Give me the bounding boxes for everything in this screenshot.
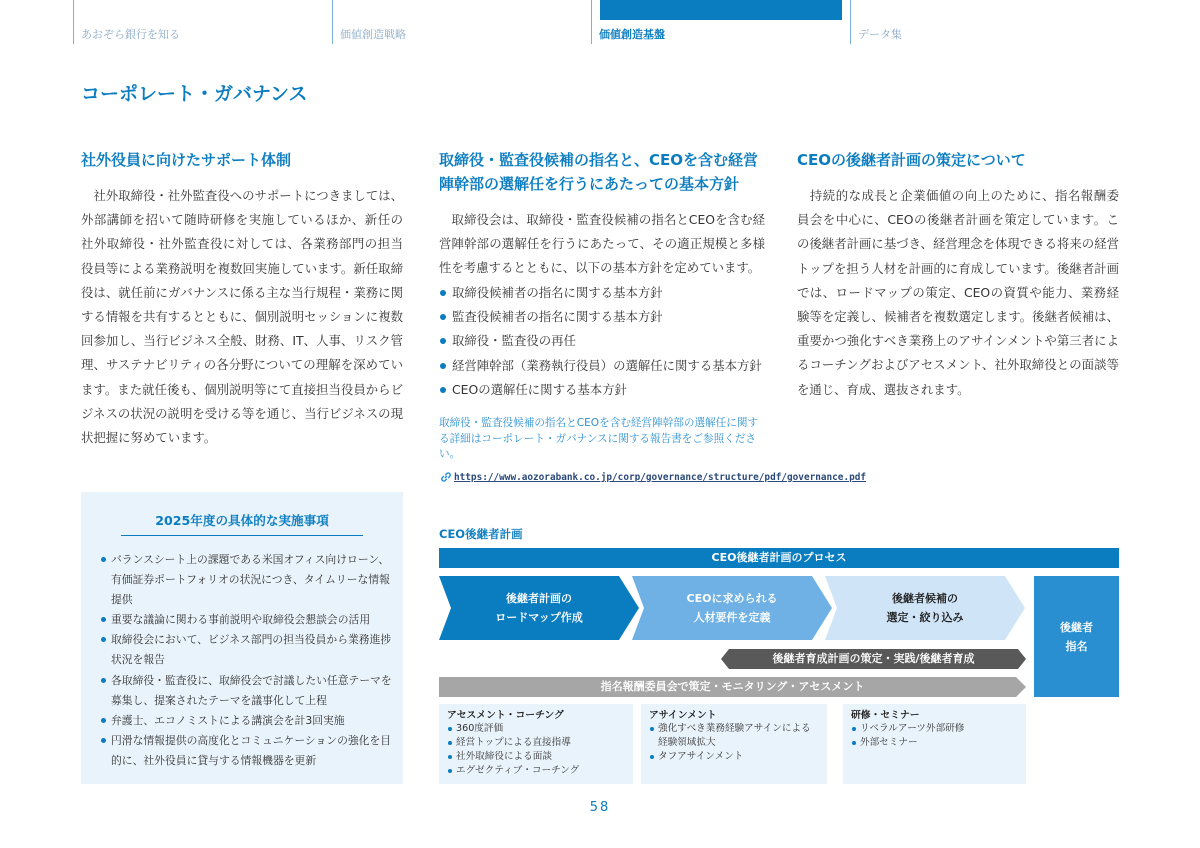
governance-report-link[interactable]: https://www.aozorabank.co.jp/corp/governance/structure/pdf/governance.pdf: [454, 472, 867, 483]
list-item: エグゼクティブ・コーチング: [447, 764, 625, 778]
list-item: CEOの選解任に関する基本方針: [439, 378, 765, 402]
divider: [121, 535, 363, 536]
step-selection: [825, 576, 1025, 640]
tab-about-label: あおぞら銀行を知る: [81, 28, 180, 41]
list-item: 取締役・監査役の再任: [439, 329, 765, 353]
list-item: 円滑な情報提供の高度化とコミュニケーションの強化を目的に、社外役員に貸与する情報機器を更新: [99, 731, 395, 771]
development-arrow: [721, 649, 1026, 669]
step-label: CEOに求められる 人材要件を定義: [686, 592, 778, 624]
list-item: バランスシート上の課題である米国オフィス向けローン、有価証券ポートフォリオの状況につき、タイムリーな情報提供: [99, 550, 395, 610]
arrow-label: 指名報酬委員会で策定・モニタリング・アセスメント: [600, 680, 865, 693]
list-item: 社外取締役による面談: [447, 750, 625, 764]
support-heading: 社外役員に向けたサポート体制: [81, 151, 292, 169]
list-item: 監査役候補者の指名に関する基本方針: [439, 305, 765, 329]
initiatives-title: 2025年度の具体的な実施事項: [155, 513, 329, 528]
list-item: 経営陣幹部（業務執行役員）の選解任に関する基本方針: [439, 354, 765, 378]
list-item: タフアサインメント: [649, 750, 819, 764]
list-item: 強化すべき業務経験アサインによる: [649, 722, 819, 736]
list-item: 経験領域拡大: [658, 737, 716, 748]
subbox-title: アセスメント・コーチング: [447, 710, 564, 721]
tab-foundation[interactable]: [591, 0, 849, 44]
tab-data-label: データ集: [858, 28, 902, 41]
policy-list: [439, 281, 765, 402]
subbox-list: [851, 722, 1018, 750]
initiatives-list: [99, 550, 395, 771]
active-tab-indicator: [600, 0, 842, 20]
subbox-list: [649, 722, 819, 764]
page-number: 58: [589, 800, 611, 815]
list-item: 取締役会において、ビジネス部門の担当役員から業務進捗状況を報告: [99, 630, 395, 670]
list-item: 弁護士、エコノミストによる講演会を計3回実施: [99, 711, 395, 731]
list-item: 経営トップによる直接指導: [447, 736, 625, 750]
succession-heading: CEOの後継者計画の策定について: [797, 151, 1026, 169]
support-body: 社外取締役・社外監査役へのサポートにつきましては、外部講師を招いて随時研修を実施しているほか、新任の社外取締役・社外監査役に対しては、各業務部門の担当役員等による業務説明を複数回実施しています。新任取締役は、就任前にガバナンスに係る主な当行規程・業務に関する情報を共有するとともに、個別説明セッションに複数回参加し、当行ビジネス全般、財務、IT、人事、リスク管理、サステナビリティの各分野についての理解を深めています。また就任後も、個別説明等にて直接担当役員からビジネスの状況の説明を受ける等を通じ、当行ビジネスの現状把握に努めています。: [81, 188, 403, 446]
list-item: 取締役候補者の指名に関する基本方針: [439, 281, 765, 305]
step-label: 後継者候補の 選定・絞り込み: [886, 592, 964, 624]
step-requirements: [632, 576, 832, 640]
diagram-label: CEO後継者計画: [439, 527, 523, 541]
nomination-heading: 取締役・監査役候補の指名と、CEOを含む経営陣幹部の選解任を行うにあたっての基本方針: [439, 151, 759, 193]
list-item: 外部セミナー: [851, 736, 1018, 750]
process-title-bar: CEO後継者計画のプロセス: [439, 548, 1119, 568]
tab-foundation-label: 価値創造基盤: [599, 28, 665, 41]
initiatives-box: [81, 492, 403, 784]
subbox-assignment: [641, 704, 827, 784]
subbox-list: [447, 722, 625, 778]
succession-body: 持続的な成長と企業価値の向上のために、指名報酬委員会を中心に、CEOの後継者計画を策定しています。この後継者計画に基づき、経営理念を体現できる将来の経営トップを担う人材を計画的に育成しています。後継者計画では、ロードマップの策定、CEOの資質や能力、業務経験等を定義し、候補者を複数選定します。後継者候補は、重要かつ強化すべき業務上のアサインメントや第三者によるコーチングおよびアセスメント、社外取締役との面談等を通じ、育成、選抜されます。: [797, 188, 1119, 397]
tab-about[interactable]: [73, 0, 331, 44]
subbox-title: アサインメント: [649, 710, 717, 721]
tab-strategy-label: 価値創造戦略: [340, 28, 406, 41]
final-nomination-box: 後継者 指名: [1034, 576, 1119, 697]
nomination-body: 取締役会は、取締役・監査役候補の指名とCEOを含む経営陣幹部の選解任を行うにあたって、その適正規模と多様性を考慮するとともに、以下の基本方針を定めています。: [439, 212, 765, 276]
page-title: コーポレート・ガバナンス: [81, 83, 308, 105]
tab-data[interactable]: [850, 0, 1108, 44]
list-item: リベラルアーツ外部研修: [851, 722, 1018, 736]
link-icon: [439, 470, 453, 484]
report-note: 取締役・監査役候補の指名とCEOを含む経営陣幹部の選解任に関する詳細はコーポレート・ガバナンスに関する報告書をご参照ください。: [439, 417, 759, 460]
subbox-training: [843, 704, 1026, 784]
step-roadmap: [439, 576, 639, 640]
subbox-title: 研修・セミナー: [851, 710, 920, 721]
tab-strategy[interactable]: [332, 0, 590, 44]
list-item: 360度評価: [447, 722, 625, 736]
list-item: 各取締役・監査役に、取締役会で討議したい任意テーマを募集し、提案されたテーマを議事化して上程: [99, 671, 395, 711]
step-label: 後継者計画の ロードマップ作成: [495, 592, 583, 624]
subbox-assessment: [439, 704, 633, 784]
list-item: 重要な議論に関わる事前説明や取締役会懇談会の活用: [99, 610, 395, 630]
arrow-label: 後継者育成計画の策定・実践/後継者育成: [772, 652, 975, 665]
monitoring-arrow: [439, 677, 1026, 697]
